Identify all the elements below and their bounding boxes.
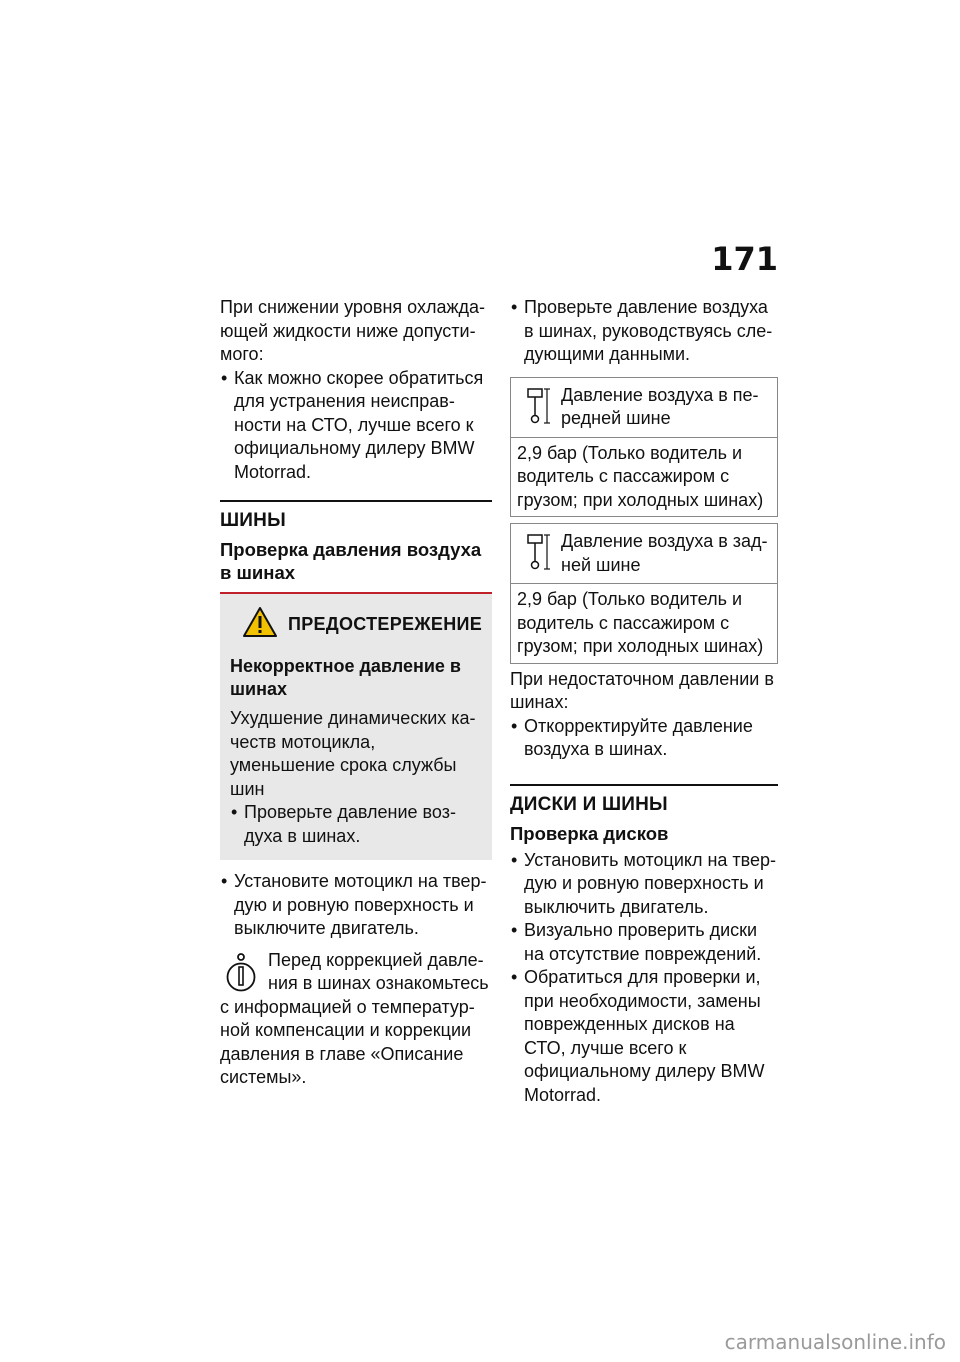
section-divider bbox=[510, 784, 778, 786]
bullet-dot: • bbox=[221, 367, 228, 388]
subtitle-tire-pressure: Проверка давления воздуха в шинах bbox=[220, 539, 482, 583]
page-number: 171 bbox=[711, 240, 778, 278]
right-column bbox=[510, 296, 778, 1107]
bullet-dot: • bbox=[221, 871, 228, 891]
rims-bullet-2-text: Визуально проверить диски на отсутствие повреждений. bbox=[524, 920, 762, 964]
warning-box bbox=[220, 592, 492, 860]
rims-bullet-1-text: Установить мотоцикл на твер-дую и ровную поверхность и выключить двигатель. bbox=[524, 849, 777, 917]
bullet-dot: • bbox=[511, 297, 518, 317]
spec-front-header bbox=[511, 378, 777, 438]
warning-text: Ухудшение динамических ка-честв мотоцикла, уменьшение срока службы шин bbox=[230, 708, 476, 799]
check-pressure-bullet-text: Проверьте давление воздуха в шинах, руководствуясь сле-дующими данными. bbox=[524, 297, 773, 364]
tire-pressure-icon bbox=[525, 532, 551, 577]
rims-bullet-3-text: Обратиться для проверки и, при необходимости, замены поврежденных дисков на СТО, лучше всего к официальному дилеру BMW Motorrad. bbox=[524, 967, 765, 1105]
warning-triangle-icon bbox=[242, 606, 278, 643]
rims-bullet-1 bbox=[510, 849, 778, 920]
setup-bullet bbox=[220, 870, 492, 941]
spec-rear-tire bbox=[510, 523, 778, 664]
spec-rear-header bbox=[511, 524, 777, 584]
rims-bullet-2 bbox=[510, 919, 778, 966]
subtitle-rims-check: Проверка дисков bbox=[510, 822, 669, 844]
warning-subtitle: Некорректное давление в шинах bbox=[230, 656, 461, 699]
low-pressure-text: При недостаточном давлении в шинах: bbox=[510, 668, 774, 712]
watermark: carmanualsonline.info bbox=[724, 1330, 946, 1354]
warning-title: ПРЕДОСТЕРЕЖЕНИЕ bbox=[288, 614, 483, 634]
info-text-first: Перед коррекцией давле-ния в шинах ознакомьтесь bbox=[268, 949, 489, 993]
spec-rear-label: Давление воздуха в зад-ней шине bbox=[561, 531, 768, 575]
bullet-dot: • bbox=[231, 802, 238, 822]
coolant-bullet bbox=[220, 367, 492, 485]
spec-front-value: 2,9 бар (Только водитель и водитель с пассажиром с грузом; при холодных шинах) bbox=[517, 442, 764, 510]
bullet-dot: • bbox=[511, 920, 518, 940]
adjust-pressure-bullet-text: Откорректируйте давление воздуха в шинах. bbox=[524, 715, 753, 759]
warning-bullet-text: Проверьте давление воз-духа в шинах. bbox=[244, 802, 456, 846]
left-column bbox=[220, 296, 492, 1090]
check-pressure-bullet bbox=[510, 296, 778, 367]
section-title-rims-tires: ДИСКИ И ШИНЫ bbox=[510, 793, 668, 815]
tire-pressure-icon bbox=[525, 386, 551, 431]
rims-bullet-3 bbox=[510, 966, 778, 1107]
info-icon bbox=[226, 951, 256, 1000]
bullet-dot: • bbox=[511, 849, 518, 870]
warning-header bbox=[242, 606, 482, 643]
warning-bullet bbox=[230, 801, 482, 848]
info-note bbox=[220, 949, 492, 1090]
bullet-dot: • bbox=[511, 967, 518, 987]
spec-rear-value: 2,9 бар (Только водитель и водитель с пассажиром с грузом; при холодных шинах) bbox=[517, 589, 764, 656]
spec-front-tire bbox=[510, 377, 778, 518]
bullet-dot: • bbox=[511, 715, 518, 736]
section-divider bbox=[220, 500, 492, 502]
coolant-bullet-text: Как можно скорее обратиться для устранения неисправ-ности на СТО, лучше всего к официальному дилеру BMW Motorrad. bbox=[234, 367, 484, 482]
adjust-pressure-bullet bbox=[510, 715, 778, 762]
info-text-rest: с информацией о температур-ной компенсации и коррекции давления в главе «Описание системы». bbox=[220, 996, 475, 1087]
coolant-intro-text: При снижении уровня охлажда-ющей жидкости ниже допусти-мого: bbox=[220, 297, 486, 364]
spec-front-label: Давление воздуха в пе-редней шине bbox=[561, 384, 759, 428]
setup-bullet-text: Установите мотоцикл на твер-дую и ровную поверхность и выключите двигатель. bbox=[234, 871, 487, 938]
section-title-tires: ШИНЫ bbox=[220, 510, 286, 531]
